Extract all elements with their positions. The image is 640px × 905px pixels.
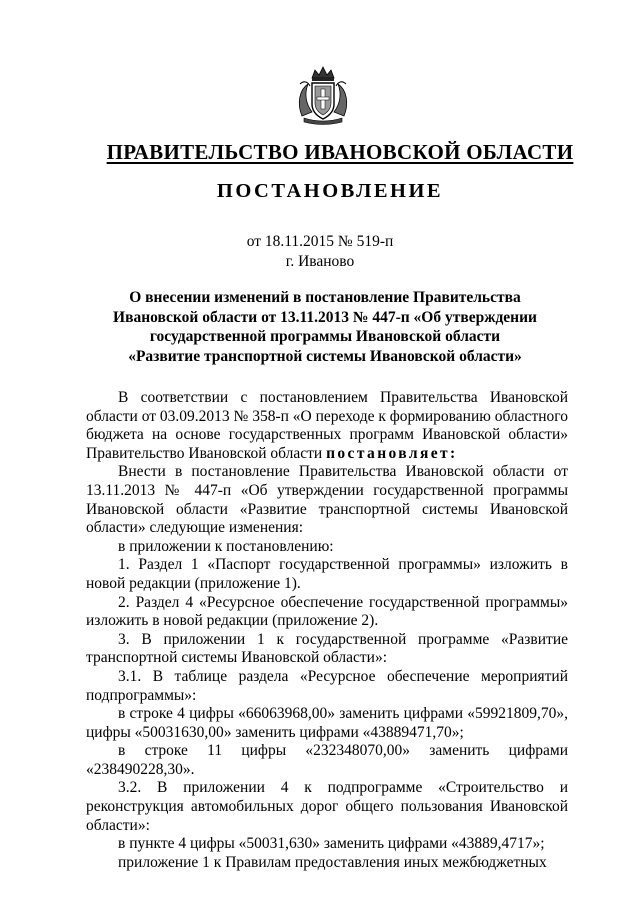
paragraph: Внести в постановление Правительства Ивановской области от 13.11.2013 № 447-п «Об утверждении государственной программы Ивановской области «Развитие транспортной системы Ивановской области» следующие изменения: [86, 463, 568, 537]
paragraph-text: В соответствии с постановлением Правительства Ивановской области от 03.09.2013 № 358-п «О переходе к формированию областного бюджета на основе государственных программ Ивановской области» Правительство Ивановской области [86, 389, 568, 462]
paragraph: в пункте 4 цифры «50031,630» заменить цифрами «43889,4717»; [118, 835, 545, 853]
document-subject [100, 288, 550, 366]
paragraph: 3.1. В таблице раздела «Ресурсное обеспечение мероприятий подпрограммы»: [86, 667, 568, 704]
paragraph: в строке 11 цифры «232348070,00» заменить цифрами «238490228,30». [86, 742, 568, 778]
document-body [86, 389, 568, 872]
paragraph: 1. Раздел 1 «Паспорт государственной программы» изложить в новой редакции (приложение 1). [86, 556, 568, 592]
paragraph: 2. Раздел 4 «Ресурсное обеспечение государственной программы» изложить в новой редакции (приложение 2). [86, 593, 568, 630]
date-and-number: от 18.11.2015 № 519-п [246, 233, 394, 250]
paragraph: 3.2. В приложении 4 к подпрограмме «Строительство и реконструкция автомобильных дорог общего пользования Ивановской области»: [86, 779, 568, 834]
government-title: ПРАВИТЕЛЬСТВО ИВАНОВСКОЙ ОБЛАСТИ [106, 140, 574, 164]
subject-line: государственной программы Ивановской области [149, 328, 501, 345]
paragraph [86, 389, 568, 463]
subject-line: О внесении изменений в постановление Правительства [129, 289, 521, 306]
paragraph: в приложении к постановлению: [118, 537, 334, 555]
paragraph: в строке 4 цифры «66063968,00» заменить цифрами «59921809,70», цифры «50031630,00» заменить цифрами «43889471,70»; [86, 705, 568, 741]
coat-of-arms-emblem-icon [294, 64, 352, 126]
paragraph: приложение 1 к Правилам предоставления иных межбюджетных [118, 853, 547, 871]
paragraph: 3. В приложении 1 к государственной программе «Развитие транспортной системы Ивановской области»: [86, 630, 568, 667]
document-type-title: ПОСТАНОВЛЕНИЕ [216, 180, 444, 202]
subject-line: Ивановской области от 13.11.2013 № 447-п «Об утверждении [113, 308, 537, 326]
subject-line: «Развитие транспортной системы Ивановской области» [128, 347, 522, 365]
city: г. Иваново [285, 253, 355, 270]
resolves-word: постановляет: [326, 444, 458, 462]
